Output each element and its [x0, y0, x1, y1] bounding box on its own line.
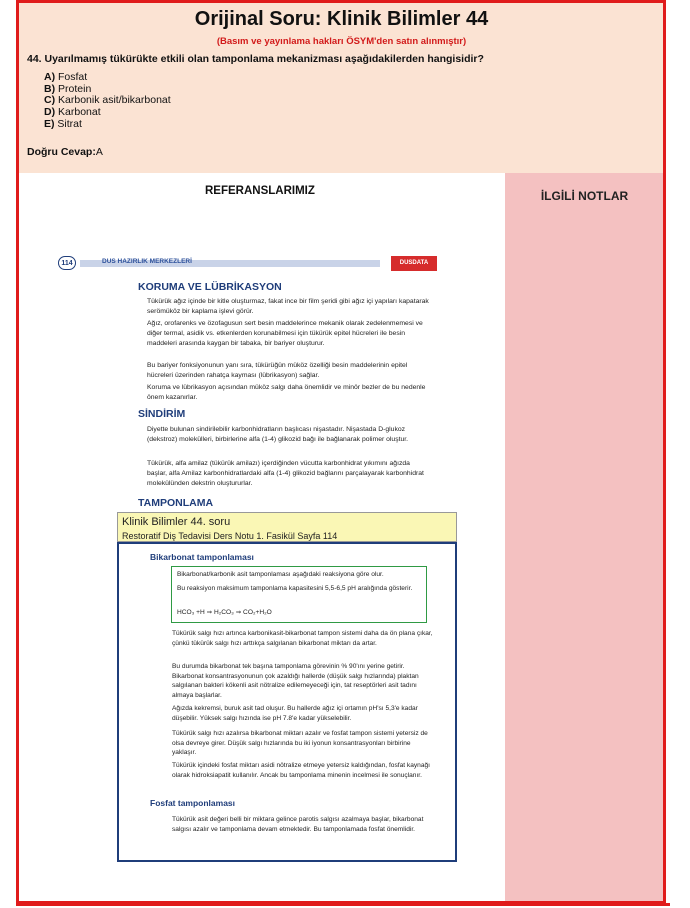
section-sindirim: SİNDİRİM [138, 408, 186, 420]
clip-para-3: Ağızda kekremsi, buruk asit tad oluşur. Bu hallerde ağız içi ortamın pH'sı 5,3'e kadar düşebilir. Yüksek salgı hızında ise pH 7.8'e kadar yükselebilir. [172, 705, 418, 722]
section-koruma: KORUMA VE LÜBRİKASYON [138, 281, 282, 293]
fosfat-para: Tükürük asit değeri belli bir miktara gelince parotis salgısı azalmaya başlar, bikarbonat salgısı azalır ve tamponlama devam etmektedir. Bu tamponlamada fosfat önemlidir. [172, 816, 424, 833]
reaction-line-2: Bu reaksiyon maksimum tamponlama kapasitesini 5,5-6,5 pH aralığında gösterir. [177, 585, 413, 592]
bikarbonat-title: Bikarbonat tamponlaması [150, 552, 254, 562]
copyright-notice: (Basım ve yayınlama hakları ÖSYM'den satın alınmıştır) [216, 36, 467, 47]
koruma-para-1: Tükürük ağız içinde bir kitle oluşturmaz, fakat ince bir film şeridi gibi ağız içi yapıları kapatarak serömüköz bir kaplama işlevi görür. [147, 298, 429, 315]
fosfat-title: Fosfat tamponlaması [150, 798, 236, 808]
reaction-line-1: Bikarbonat/karbonik asit tamponlaması aşağıdaki reaksiyona göre olur. [177, 571, 384, 578]
caption-line-1: Klinik Bilimler 44. soru [122, 516, 231, 528]
notes-title: İLGİLİ NOTLAR [540, 189, 629, 203]
book-page-number: 114 [58, 256, 76, 270]
sindirim-para-2: Tükürük, alfa amilaz (tükürük amilazı) içerdiğinden vücutta karbonhidrat yıkımını ağızda başlar, alfa Amilaz karbonhidratlardaki alfa (1-4) glikozid bağlarını parçalayarak karbonhidrat molekülünden dekstrin oluştururlar. [147, 460, 424, 487]
page-title: Orijinal Soru: Klinik Bilimler 44 [194, 8, 489, 30]
book-header-bar: DUS HAZIRLIK MERKEZLERİ [80, 260, 380, 267]
option-d: D) Karbonat [44, 106, 101, 119]
references-title: REFERANSLARIMIZ [205, 185, 315, 197]
reaction-formula: HCO₃ +H ⇒ H₂CO₃ ⇒ CO₂+H₂O [177, 609, 272, 616]
option-a: A) Fosfat [44, 71, 88, 83]
section-tamponlama: TAMPONLAMA [138, 497, 214, 509]
clip-para-1: Tükürük salgı hızı artınca karbonikasit-bikarbonat tampon sistemi daha da ön plana çıkar, çünkü tükürük salgı hızı arttıkça salgılanan bikarbonat miktarı da artar. [172, 630, 433, 647]
option-b: B) Protein [44, 82, 92, 95]
koruma-para-4: Koruma ve lübrikasyon açısından müköz salgı daha önemlidir ve minör bezler de bu nedenle önem kazanırlar. [147, 384, 426, 401]
koruma-para-2: Ağız, orofarenks ve özofagusun sert besin maddelerince mekanik olarak zedelenmemesi ve diğer termal, asidik vs. etkenlerden korunabilmesi için tükürük epitel hücreleri ile besin maddeleri arasında kaygan bir tabaka, bir bariyer oluşturur. [147, 320, 423, 347]
clip-para-2: Bu durumda bikarbonat tek başına tamponlama görevinin % 90'ını yerine getirir. Bikarbonat konsantrasyonunun çok azaldığı hallerde (düşük salgı hızlarında) plaktan salgılanan bakteri kökenli asit nötralize edilemeyeceği için, tat reseptörleri asit tadını almaya başlarlar. [172, 663, 419, 699]
correct-answer: Doğru Cevap:A [27, 146, 103, 158]
option-c: C) Karbonik asit/bikarbonat [44, 94, 171, 107]
book-page-header [58, 256, 438, 270]
clip-para-4: Tükürük salgı hızı azalırsa bikarbonat miktarı azalır ve fosfat tampon sistemi yetersiz de olsa devreye girer. Düşük salgı hızlarında bu iki iyonun konsantrasyonları birbirine yaklaşır. [172, 730, 428, 757]
bottom-border [16, 903, 670, 906]
options-list [44, 72, 171, 131]
sindirim-para-1: Diyette bulunan sindirilebilir karbonhidratların başlıcası nişastadır. Nişastada D-glukoz (dekstroz) molekülleri, birbirlerine alfa (1-4) glikozid bağı ile bağlanarak polimer oluştur. [147, 426, 409, 443]
dusdata-logo: DUSDATA [391, 256, 437, 271]
koruma-para-3: Bu bariyer fonksiyonunun yanı sıra, tükürüğün müköz özelliği besin maddelerinin epitel hücreleri üzerinden rahatça kayması (lübrikasyon) sağlar. [147, 362, 408, 379]
option-e: E) Sitrat [44, 117, 82, 130]
clip-para-5: Tükürük içindeki fosfat miktarı asidi nötralize etmeye yetersiz kaldığından, fosfat kaynağı olarak hidroksiapatit kullanılır. Ancak bu tamponlama minenin incelmesi ile sonuçlanır. [172, 762, 431, 779]
question-text: 44. Uyarılmamış tükürükte etkili olan tamponlama mekanizması aşağıdakilerden hangisidir? [27, 53, 484, 65]
caption-line-2: Restoratif Diş Tedavisi Ders Notu 1. Fasikül Sayfa 114 [122, 531, 338, 541]
